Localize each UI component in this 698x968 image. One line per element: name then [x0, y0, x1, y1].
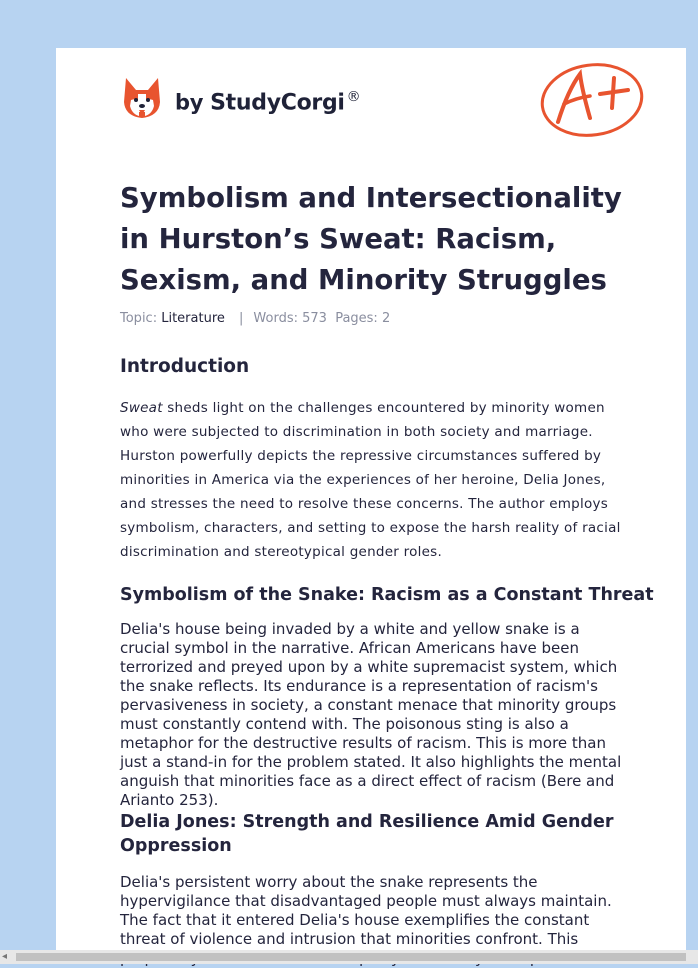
document-meta	[120, 311, 390, 326]
scrollbar-thumb[interactable]	[16, 953, 686, 961]
intro-heading: Introduction	[120, 356, 250, 377]
studycorgi-logo[interactable]	[122, 76, 360, 120]
meta-separator: |	[239, 311, 244, 326]
intro-emphasis: Sweat	[120, 400, 163, 416]
horizontal-scrollbar[interactable]	[0, 950, 698, 964]
word-count: Words: 573	[253, 311, 327, 326]
topic-label: Topic:	[120, 311, 158, 326]
snake-paragraph: Delia's house being invaded by a white and yellow snake is a crucial symbol in the narrative. African Americans have been terrorized and preyed upon by a white supremacist system, which the snake reflects. Its endurance is a representation of racism's pervasiveness in society, a constant menace that minority groups must constantly contend with. The poisonous sting is also a metaphor for the destructive results of racism. This is more than just a stand-in for the problem stated. It also highlights the mental anguish that minorities face as a direct effect of racism (Bere and Arianto 253).	[120, 620, 622, 809]
snake-heading: Symbolism of the Snake: Racism as a Constant Threat	[120, 585, 654, 605]
delia-heading: Delia Jones: Strength and Resilience Amid Gender Oppression	[120, 812, 614, 856]
delia-paragraph: Delia's persistent worry about the snake represents the hypervigilance that disadvantaged people must always maintain. The fact that it entered Delia's house exemplifies the constant threat of violence and intrusion that minorities confront. This	[120, 873, 612, 948]
scroll-left-arrow-icon[interactable]: ◂	[2, 951, 8, 962]
document-page	[56, 48, 686, 950]
intro-paragraph: Sweat sheds light on the challenges encountered by minority women who were subjected to discrimination in both society and marriage. Hurston powerfully depicts the repressive circumstances suffered by minorities in America via the experiences of her heroine, Delia Jones, and stresses the need to resolve these concerns. The author employs symbolism, characters, and setting to expose the harsh reality of racial discrimination and stereotypical gender roles.	[120, 400, 621, 560]
brand-name: by StudyCorgi ®	[175, 88, 361, 116]
page-title: Symbolism and Intersectionality in Hurston’s Sweat: Racism, Sexism, and Minority Struggles	[120, 182, 622, 296]
corgi-logo-icon	[122, 76, 162, 120]
article-body	[120, 354, 654, 968]
a-plus-grade-icon	[538, 60, 648, 140]
topic-link[interactable]: Literature	[161, 311, 225, 326]
page-count: Pages: 2	[335, 311, 391, 326]
